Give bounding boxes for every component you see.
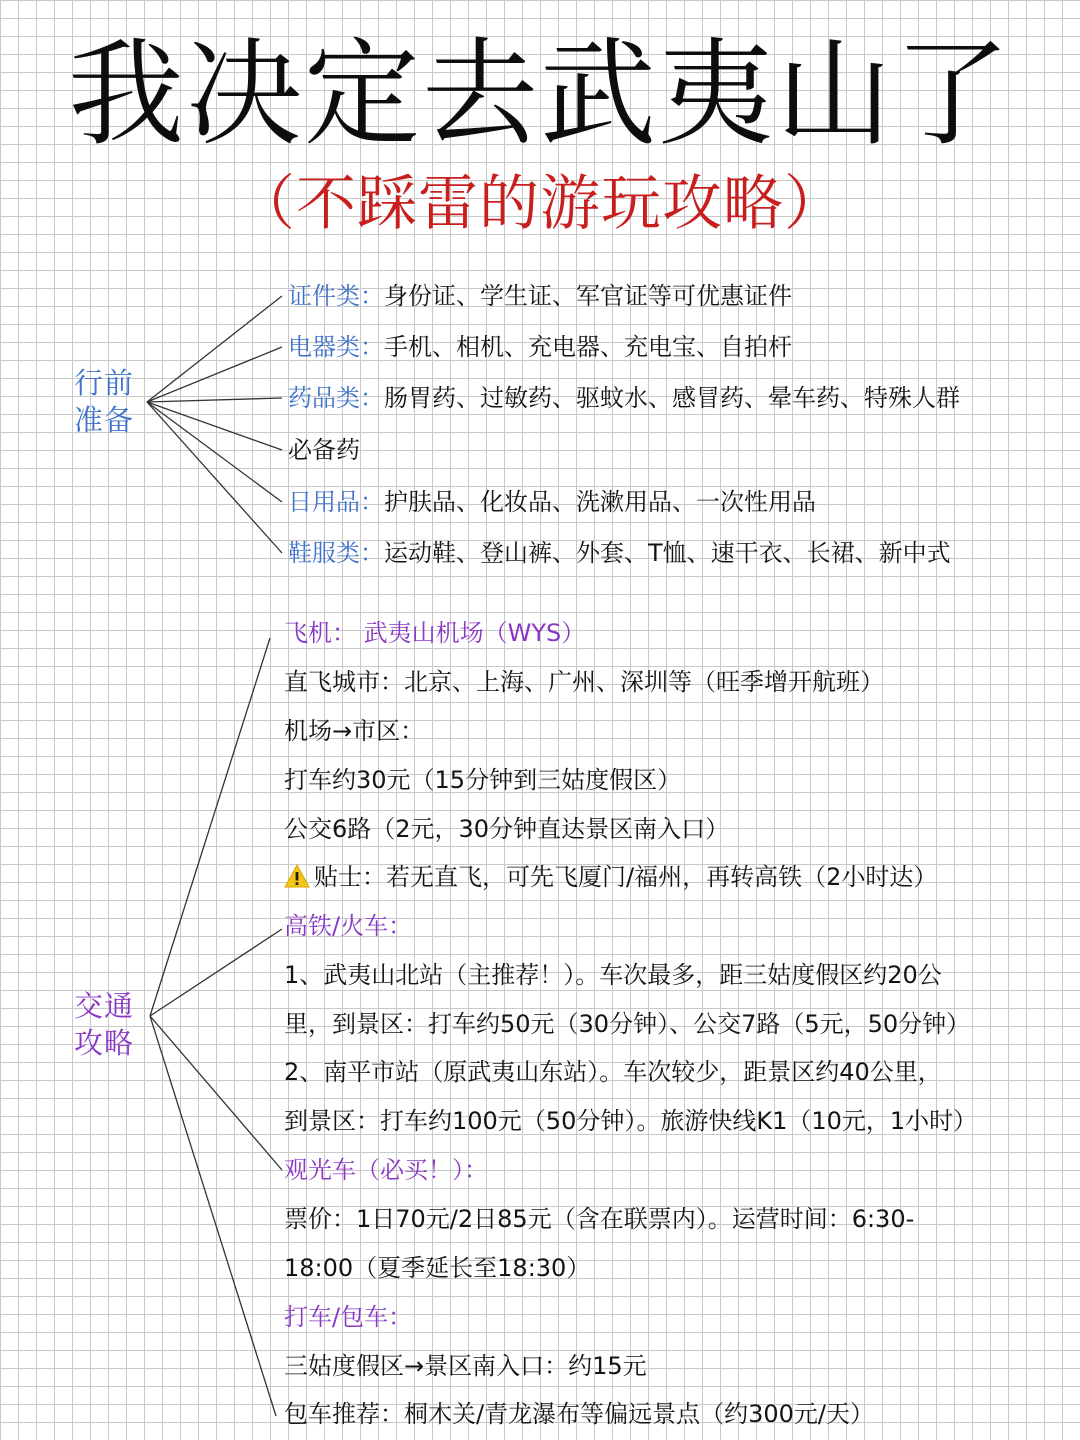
page-subtitle: （不踩雷的游玩攻略） bbox=[235, 169, 845, 239]
prep-item-key: 证件类： bbox=[288, 282, 384, 310]
prep-item bbox=[288, 487, 816, 517]
prep-label bbox=[74, 365, 134, 439]
traffic-line bbox=[284, 716, 424, 746]
traffic-label-line1: 交通 bbox=[74, 989, 135, 1023]
traffic-line bbox=[284, 960, 942, 990]
traffic-line-value: 公交6路（2元，30分钟直达景区南入口） bbox=[284, 815, 730, 843]
prep-item-value: 身份证、学生证、军官证等可优惠证件 bbox=[384, 282, 792, 310]
warning-icon bbox=[284, 864, 310, 888]
traffic-line bbox=[284, 1399, 874, 1429]
traffic-line-value: 里，到景区：打车约50元（30分钟）、公交7路（5元，50分钟） bbox=[284, 1010, 971, 1038]
prep-item-value: 必备药 bbox=[288, 436, 360, 464]
traffic-line bbox=[284, 1009, 970, 1039]
traffic-line-shuttle-heading bbox=[284, 1155, 488, 1185]
traffic-line bbox=[284, 1057, 942, 1087]
traffic-line-taxi-heading bbox=[284, 1302, 412, 1332]
prep-item-key: 日用品： bbox=[288, 488, 384, 516]
traffic-line-value: 直飞城市：北京、上海、广州、深圳等（旺季增开航班） bbox=[284, 668, 884, 696]
traffic-line-flight-heading bbox=[284, 618, 585, 648]
traffic-line-value: 贴士：若无直飞，可先飞厦门/福州，再转高铁（2小时达） bbox=[314, 863, 938, 891]
prep-label-line1: 行前 bbox=[74, 366, 135, 400]
prep-item bbox=[288, 281, 792, 311]
prep-item-key: 电器类： bbox=[288, 333, 384, 361]
prep-item bbox=[288, 435, 360, 465]
prep-item bbox=[288, 383, 960, 413]
traffic-line bbox=[284, 765, 681, 795]
traffic-label bbox=[74, 988, 134, 1062]
page-title: 我决定去武夷山了 bbox=[68, 27, 1012, 162]
prep-item bbox=[288, 538, 951, 568]
traffic-line-key: 打车/包车： bbox=[284, 1303, 413, 1331]
prep-item bbox=[288, 332, 792, 362]
traffic-line-value: 包车推荐：桐木关/青龙瀑布等偏远景点（约300元/天） bbox=[284, 1400, 874, 1428]
traffic-label-line2: 攻略 bbox=[74, 1026, 135, 1060]
traffic-line-value: 18:00（夏季延长至18:30） bbox=[284, 1254, 591, 1282]
prep-item-value: 肠胃药、过敏药、驱蚊水、感冒药、晕车药、特殊人群 bbox=[384, 384, 960, 412]
traffic-line bbox=[284, 1351, 647, 1381]
traffic-line bbox=[284, 1204, 914, 1234]
traffic-line bbox=[284, 1253, 590, 1283]
traffic-line-key: 观光车（必买！）： bbox=[284, 1156, 488, 1184]
prep-item-value: 护肤品、化妆品、洗漱用品、一次性用品 bbox=[384, 488, 816, 516]
traffic-line-value: 2、南平市站（原武夷山东站）。车次较少，距景区约40公里， bbox=[284, 1058, 942, 1086]
traffic-line bbox=[284, 814, 729, 844]
traffic-line bbox=[284, 1106, 977, 1136]
traffic-line-value: 三姑度假区→景区南入口：约15元 bbox=[284, 1352, 647, 1380]
traffic-line bbox=[284, 667, 884, 697]
traffic-line-key: 飞机： 武夷山机场（WYS） bbox=[284, 619, 586, 647]
prep-label-line2: 准备 bbox=[74, 403, 135, 437]
traffic-line-value: 到景区：打车约100元（50分钟）。旅游快线K1（10元，1小时） bbox=[284, 1107, 978, 1135]
prep-item-key: 鞋服类： bbox=[288, 539, 384, 567]
prep-item-value: 手机、相机、充电器、充电宝、自拍杆 bbox=[384, 333, 792, 361]
traffic-line-value: 票价：1日70元/2日85元（含在联票内）。运营时间：6:30- bbox=[284, 1205, 915, 1233]
prep-item-key: 药品类： bbox=[288, 384, 384, 412]
prep-item-value: 运动鞋、登山裤、外套、T恤、速干衣、长裙、新中式 bbox=[384, 539, 951, 567]
traffic-line-value: 打车约30元（15分钟到三姑度假区） bbox=[284, 766, 682, 794]
traffic-line-train-heading bbox=[284, 911, 412, 941]
traffic-line-tip bbox=[284, 862, 937, 892]
traffic-line-key: 高铁/火车： bbox=[284, 912, 413, 940]
traffic-line-value: 1、武夷山北站（主推荐！）。车次最多，距三姑度假区约20公 bbox=[284, 961, 942, 989]
traffic-line-value: 机场→市区： bbox=[284, 717, 425, 745]
